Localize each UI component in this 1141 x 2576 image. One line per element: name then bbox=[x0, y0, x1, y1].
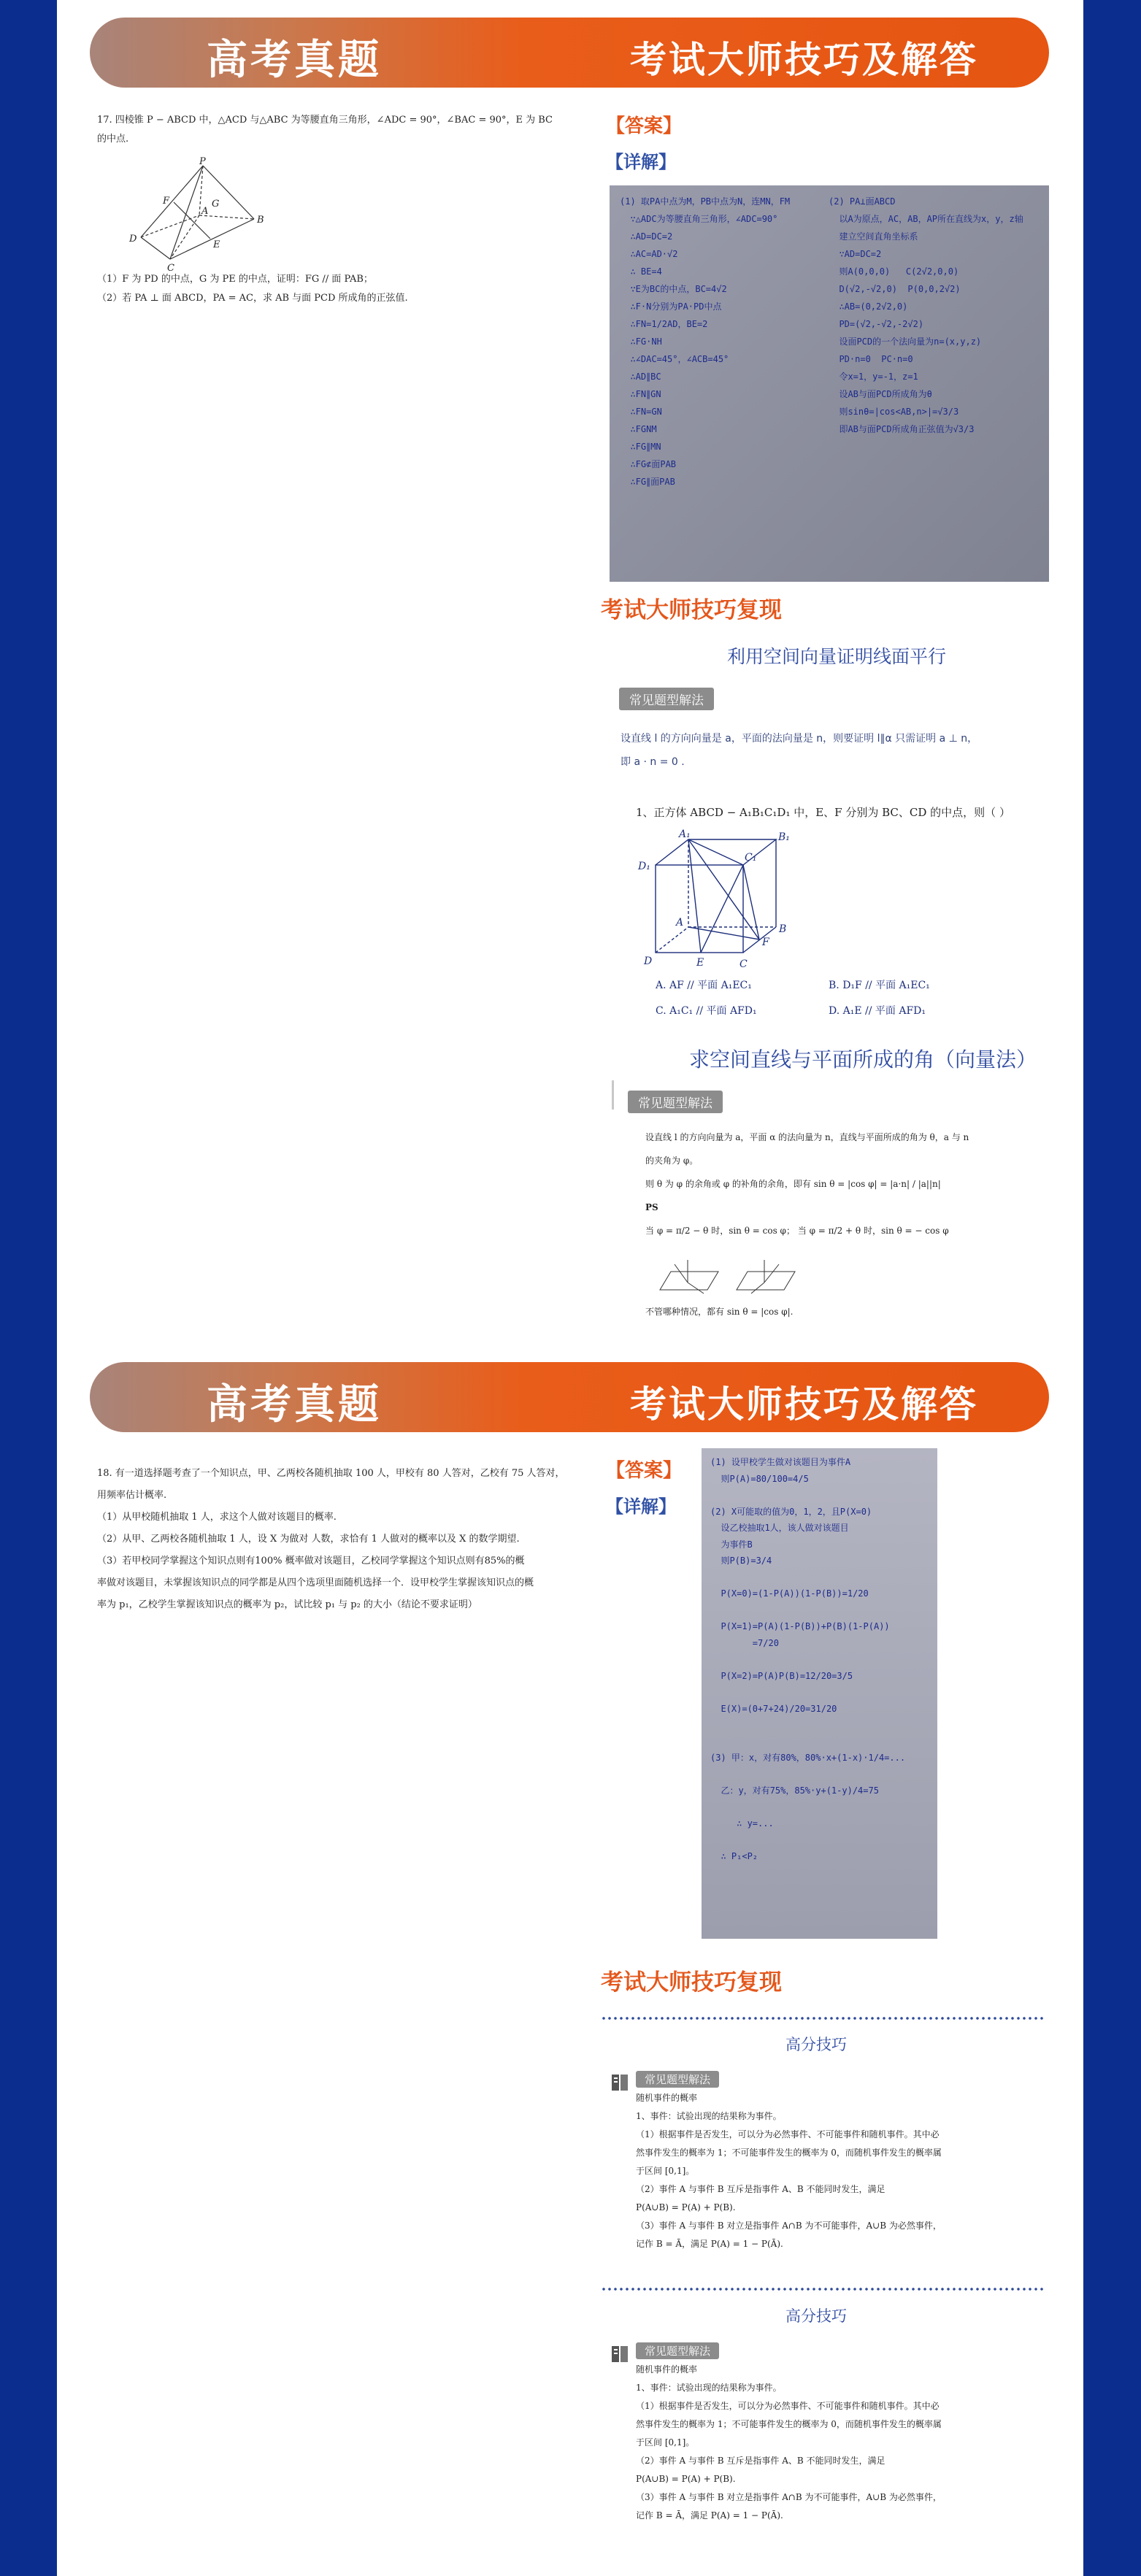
skill-pill: 常见题型解法 bbox=[636, 2342, 719, 2359]
skill-line: P(A∪B) = P(A) + P(B). bbox=[636, 2202, 736, 2212]
question-subpart: （1）从甲校随机抽取 1 人，求这个人做对该题目的概率. bbox=[97, 1512, 337, 1523]
question-line: 的中点. bbox=[97, 134, 129, 145]
skill-line: 然事件发生的概率为 1；不可能事件发生的概率为 0，而随机事件发生的概率属 bbox=[636, 2148, 942, 2158]
skill-body bbox=[636, 2089, 1045, 2253]
skill-line: 记作 B = Ā，满足 P(A) = 1 − P(Ā). bbox=[636, 2510, 783, 2521]
method2-conclusion: 不管哪种情况，都有 sin θ = |cos φ|. bbox=[645, 1307, 794, 1317]
banner-left-title: 高考真题 bbox=[207, 1381, 382, 1429]
banner-right-title: 考试大师技巧及解答 bbox=[630, 1383, 978, 1426]
method-text-line: 即 a · n = 0 . bbox=[621, 756, 685, 768]
section-banner bbox=[90, 1362, 1049, 1432]
answer-tag: 【答案】 bbox=[606, 1460, 683, 1482]
skill-line: 1、事件：试验出现的结果称为事件。 bbox=[636, 2383, 782, 2393]
cube-label: C bbox=[739, 958, 748, 970]
cube-label: B₁ bbox=[778, 831, 790, 843]
cube-label: C₁ bbox=[745, 852, 757, 864]
question-subpart: （3）若甲校同学掌握这个知识点则有100% 概率做对该题目，乙校同学掌握这个知识点则有85%的概 bbox=[97, 1556, 525, 1566]
detail-tag: 【详解】 bbox=[606, 1496, 676, 1517]
banner-left-title: 高考真题 bbox=[207, 36, 382, 84]
method-text bbox=[621, 727, 1044, 774]
skill-head: 随机事件的概率 bbox=[636, 2093, 698, 2103]
cube-label: D₁ bbox=[638, 861, 650, 872]
page-content bbox=[57, 0, 1083, 2576]
figure-label: D bbox=[129, 234, 137, 245]
handwriting-right: (2) PA⊥面ABCD 以A为原点，AC，AB，AP所在直线为x，y，z轴 建立空间直角坐标系 ∵AD=DC=2 则A(0,0,0) C(2√2,0,0) D(√2,-√2,0) P(0,0,2√2) ∴AB=(0,2√2,0) PD=(√2,-√2,-2√2) 设面PCD的一个法向量为n=(x,y,z) PD·n=0 PC·n=0 令x=1，y=-1，z=1 设AB与面PCD所成角为θ 则sinθ=|cos<AB,n>|=√3/3 即AB与面PCD所成角正弦值为√3/3 bbox=[829, 196, 1023, 434]
skill-head: 随机事件的概率 bbox=[636, 2364, 698, 2375]
skill-title: 高分技巧 bbox=[785, 2036, 847, 2053]
dotted-divider bbox=[601, 2016, 1046, 2021]
cube-figure bbox=[634, 828, 802, 971]
question-subpart: 率为 p₁，乙校学生掌握该知识点的概率为 p₂，试比较 p₁ 与 p₂ 的大小（结论不要求证明） bbox=[97, 1599, 477, 1610]
method-title: 求空间直线与平面所成的角（向量法） bbox=[689, 1047, 1037, 1072]
divider bbox=[612, 1080, 614, 1110]
question-line: 17. 四棱锥 P − ABCD 中，△ACD 与△ABC 为等腰直角三角形，∠ADC = 90°，∠BAC = 90°，E 为 BC bbox=[97, 115, 553, 126]
detail-tag: 【详解】 bbox=[606, 152, 676, 172]
skill-line: （1）根据事件是否发生，可以分为必然事件、不可能事件和随机事件。其中必 bbox=[636, 2401, 940, 2411]
question-18 bbox=[97, 1463, 608, 1616]
cube-option-d: D. A₁E // 平面 AFD₁ bbox=[829, 1005, 926, 1017]
method2-line: 当 φ = π/2 − θ 时，sin θ = cos φ； 当 φ = π/2 + θ 时，sin θ = − cos φ bbox=[645, 1226, 949, 1236]
dotted-divider bbox=[601, 2287, 1046, 2291]
method-pill: 常见题型解法 bbox=[619, 688, 714, 710]
skill-line: 于区间 [0,1]。 bbox=[636, 2437, 695, 2448]
method2-body bbox=[645, 1126, 1047, 1242]
skill-line: （2）事件 A 与事件 B 互斥是指事件 A、B 不能同时发生，满足 bbox=[636, 2184, 885, 2194]
method-text-line: 设直线 l 的方向向量是 a，平面的法向量是 n，则要证明 l∥α 只需证明 a ⊥ n， bbox=[621, 733, 978, 745]
method2-ps: PS bbox=[645, 1202, 658, 1212]
skill-line: P(A∪B) = P(A) + P(B). bbox=[636, 2474, 736, 2484]
figure-label: G bbox=[212, 199, 220, 209]
cube-option-c: C. A₁C₁ // 平面 AFD₁ bbox=[656, 1005, 757, 1017]
figure-label: A bbox=[201, 206, 209, 217]
cube-option-b: B. D₁F // 平面 A₁EC₁ bbox=[829, 980, 930, 991]
question-subpart: 率做对该题目，未掌握该知识点的同学都是从四个选项里面随机选择一个．设甲校学生掌握该知识点的概 bbox=[97, 1577, 534, 1588]
skill-pill: 常见题型解法 bbox=[636, 2071, 719, 2088]
method-title: 利用空间向量证明线面平行 bbox=[727, 646, 947, 667]
angle-diagrams bbox=[645, 1257, 806, 1301]
method2-line: 的夹角为 φ。 bbox=[645, 1156, 699, 1166]
cube-label: B bbox=[779, 923, 787, 935]
book-icon bbox=[610, 2072, 629, 2094]
figure-label: C bbox=[167, 263, 174, 274]
method2-line: 则 θ 为 φ 的余角或 φ 的补角的余角，即有 sin θ = |cos φ| = |a·n| / |a||n| bbox=[645, 1179, 941, 1189]
skill-title: 高分技巧 bbox=[785, 2307, 847, 2325]
skill-line: （1）根据事件是否发生，可以分为必然事件、不可能事件和随机事件。其中必 bbox=[636, 2129, 940, 2139]
skill-line: （3）事件 A 与事件 B 对立是指事件 A∩B 为不可能事件，A∪B 为必然事件， bbox=[636, 2221, 942, 2231]
skill-line: 1、事件：试验出现的结果称为事件。 bbox=[636, 2111, 782, 2121]
skill-line: （2）事件 A 与事件 B 互斥是指事件 A、B 不能同时发生，满足 bbox=[636, 2456, 885, 2466]
skill-line: （3）事件 A 与事件 B 对立是指事件 A∩B 为不可能事件，A∪B 为必然事件， bbox=[636, 2492, 942, 2502]
handwriting-text: (1) 设甲校学生做对该题目为事件A 则P(A)=80/100=4/5 (2) X可能取的值为0，1，2，且P(X=0) 设乙校抽取1人，该人做对该题目 为事件B 则P(B)=3/4 P(X=0)=(1-P(A))(1-P(B))=1/20 P(X=1)=P(A)(1-P(B))+P(B)(1-P(A)) =7/20 P(X=2)=P(A)P(B)=12/20=3/5 E(X)=(0+7+24)/20=31/20 (3) 甲：x，对有80%，80%·x+(1-x)·1/4=... 乙：y，对有75%，85%·y+(1-y)/4=75 ∴ y=... ∴ P₁<P₂ bbox=[710, 1457, 906, 1861]
review-title: 考试大师技巧复现 bbox=[601, 1969, 782, 1996]
question-line: 用频率估计概率. bbox=[97, 1490, 167, 1501]
skill-body bbox=[636, 2361, 1045, 2525]
handwritten-solution-photo bbox=[702, 1448, 937, 1939]
question-17 bbox=[97, 111, 564, 149]
cube-label: A₁ bbox=[679, 828, 691, 840]
banner-right-title: 考试大师技巧及解答 bbox=[630, 39, 978, 81]
cube-label: D bbox=[644, 956, 653, 967]
answer-tag: 【答案】 bbox=[606, 115, 683, 137]
cube-label: F bbox=[762, 937, 769, 948]
figure-label: B bbox=[257, 215, 264, 226]
skill-line: 于区间 [0,1]。 bbox=[636, 2166, 695, 2176]
skill-line: 记作 B = Ā，满足 P(A) = 1 − P(Ā). bbox=[636, 2239, 783, 2249]
method-pill: 常见题型解法 bbox=[628, 1091, 723, 1113]
cube-question-stem: 1、正方体 ABCD − A₁B₁C₁D₁ 中，E、F 分别为 BC、CD 的中点，则（ ） bbox=[636, 806, 1010, 819]
question-line: 18. 有一道选择题考查了一个知识点，甲、乙两校各随机抽取 100 人，甲校有 80 人答对，乙校有 75 人答对， bbox=[97, 1468, 565, 1479]
figure-label: E bbox=[213, 239, 220, 250]
cube-option-a: A. AF // 平面 A₁EC₁ bbox=[656, 980, 752, 991]
question-subpart: （2）若 PA ⊥ 面 ABCD，PA = AC，求 AB 与面 PCD 所成角的正弦值. bbox=[97, 293, 408, 304]
figure-label: F bbox=[163, 196, 170, 207]
question-17-parts bbox=[97, 270, 564, 308]
method2-line: 设直线 l 的方向向量为 a，平面 α 的法向量为 n，直线与平面所成的角为 θ，a 与 n bbox=[645, 1132, 969, 1142]
handwritten-solution-photo bbox=[610, 185, 1049, 582]
section-banner bbox=[90, 18, 1049, 88]
question-subpart: （2）从甲、乙两校各随机抽取 1 人，设 X 为做对 人数，求恰有 1 人做对的概率以及 X 的数学期望. bbox=[97, 1534, 520, 1545]
book-icon bbox=[610, 2343, 629, 2365]
skill-line: 然事件发生的概率为 1；不可能事件发生的概率为 0，而随机事件发生的概率属 bbox=[636, 2419, 942, 2429]
review-title: 考试大师技巧复现 bbox=[601, 597, 782, 623]
cube-label: E bbox=[696, 957, 704, 969]
figure-label: P bbox=[199, 156, 206, 167]
cube-label: A bbox=[676, 917, 684, 928]
pyramid-figure bbox=[97, 156, 287, 274]
handwriting-left: (1) 取PA中点为M，PB中点为N，连MN，FM ∵△ADC为等腰直角三角形，∠ADC=90° ∴AD=DC=2 ∴AC=AD·√2 ∴ BE=4 ∵E为BC的中点，BC=4√2 ∴F·N分别为PA·PD中点 ∴FN=1/2AD，BE=2 ∴FG·NH ∴∠DAC=45°，∠ACB=45° ∴AD∥BC ∴FN∥GN ∴FN=GN ∴FGNM ∴FG∥MN ∴FG⊄面PAB ∴FG∥面PAB bbox=[620, 196, 791, 487]
question-subpart: （1）F 为 PD 的中点，G 为 PE 的中点，证明：FG // 面 PAB； bbox=[97, 274, 373, 285]
